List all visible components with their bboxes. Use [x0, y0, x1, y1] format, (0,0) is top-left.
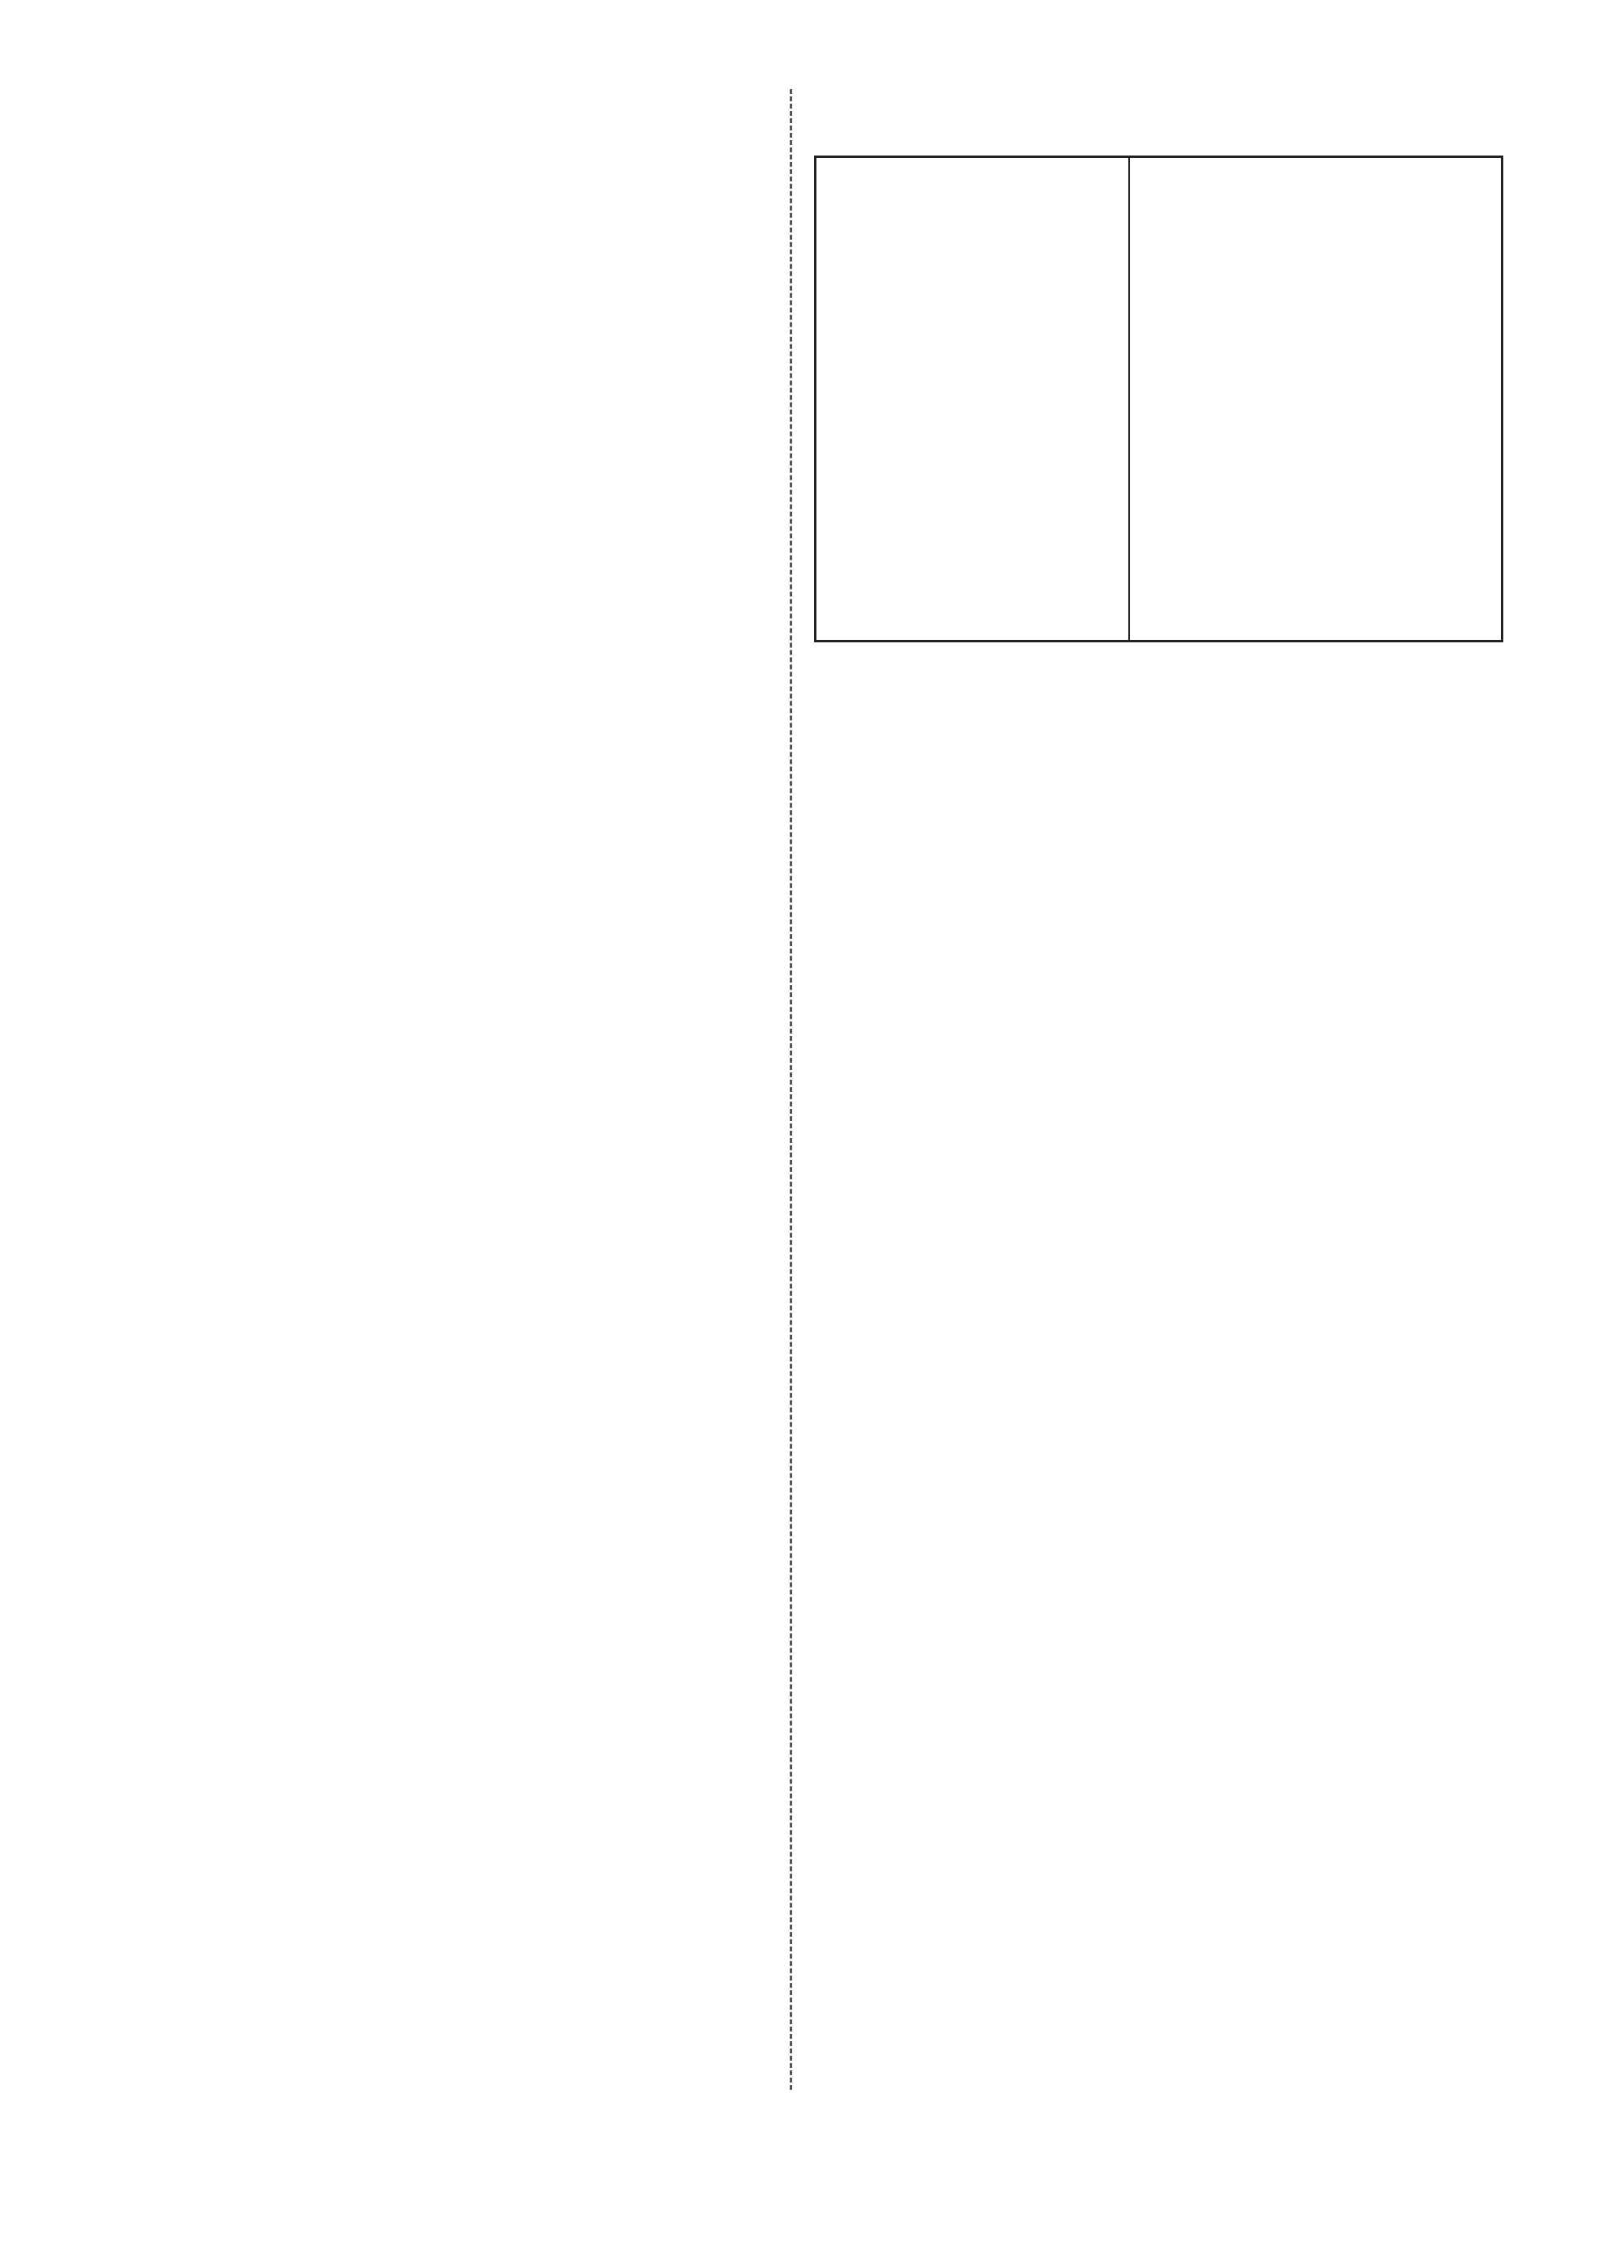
- rules-table-divider: [1128, 158, 1130, 640]
- column-divider: [790, 89, 792, 2090]
- rules-table: [814, 156, 1503, 642]
- page-footer: [0, 2155, 1624, 2185]
